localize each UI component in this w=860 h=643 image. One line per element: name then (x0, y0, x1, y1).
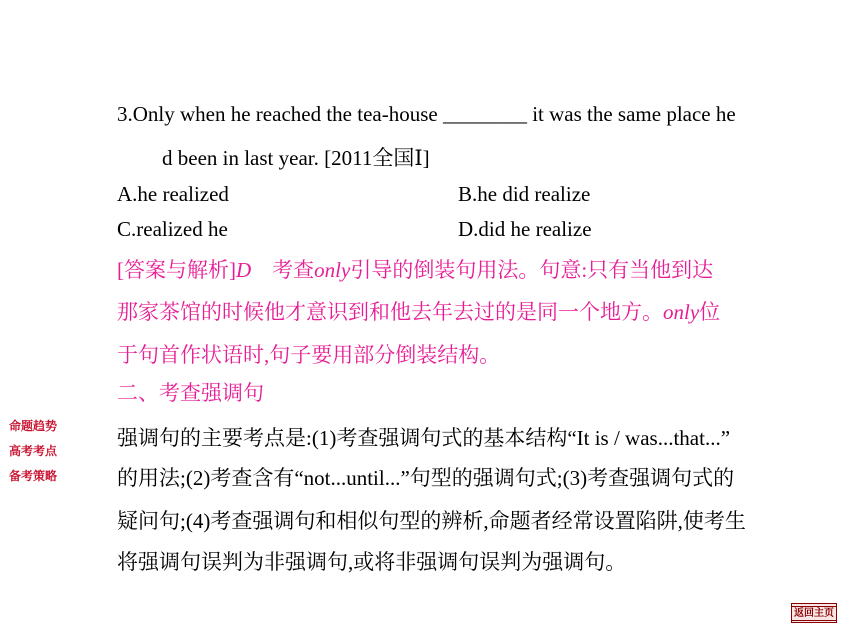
answer-rest-1: 引导的倒装句用法。句意:只有当他到达 (350, 258, 714, 282)
home-button[interactable] (791, 603, 837, 623)
option-a: A.he realized (117, 182, 229, 206)
answer-line-2-end: 位 (699, 300, 721, 324)
body-line-4: 将强调句误判为非强调句,或将非强调句误判为强调句。 (117, 550, 627, 574)
question-line-2: d been in last year. [2011全国Ⅰ] (162, 146, 430, 170)
section-title: 二、考查强调句 (117, 381, 264, 405)
option-c: C.realized he (117, 217, 228, 241)
answer-line-2 (117, 298, 720, 326)
nav-link-trend[interactable]: 命题趋势 (9, 419, 58, 433)
answer-only-2: only (663, 300, 700, 324)
answer-line-3: 于句首作状语时,句子要用部分倒装结构。 (117, 343, 501, 367)
answer-only-1: only (314, 258, 351, 282)
answer-mid: 考查 (251, 258, 315, 282)
nav-link-strategy[interactable]: 备考策略 (9, 469, 58, 483)
question-line-1: 3.Only when he reached the tea-house ________ it was the same place he (117, 102, 736, 126)
nav-link-exam-points[interactable]: 高考考点 (9, 444, 58, 458)
answer-line-2-text: 那家茶馆的时候他才意识到和他去年去过的是同一个地方。 (117, 300, 663, 324)
home-button-label: 返回主页 (791, 606, 837, 621)
option-d: D.did he realize (458, 217, 592, 241)
answer-line-1 (117, 256, 713, 284)
body-line-1: 强调句的主要考点是:(1)考查强调句式的基本结构“It is / was...that...” (117, 426, 731, 450)
answer-prefix: [答案与解析] (117, 258, 236, 282)
body-line-2: 的用法;(2)考查含有“not...until...”句型的强调句式;(3)考查强调句式的 (117, 466, 735, 490)
answer-letter: D (236, 258, 252, 282)
option-b: B.he did realize (458, 182, 591, 206)
body-line-3: 疑问句;(4)考查强调句和相似句型的辨析,命题者经常设置陷阱,使考生 (117, 509, 746, 533)
side-nav (9, 414, 57, 489)
